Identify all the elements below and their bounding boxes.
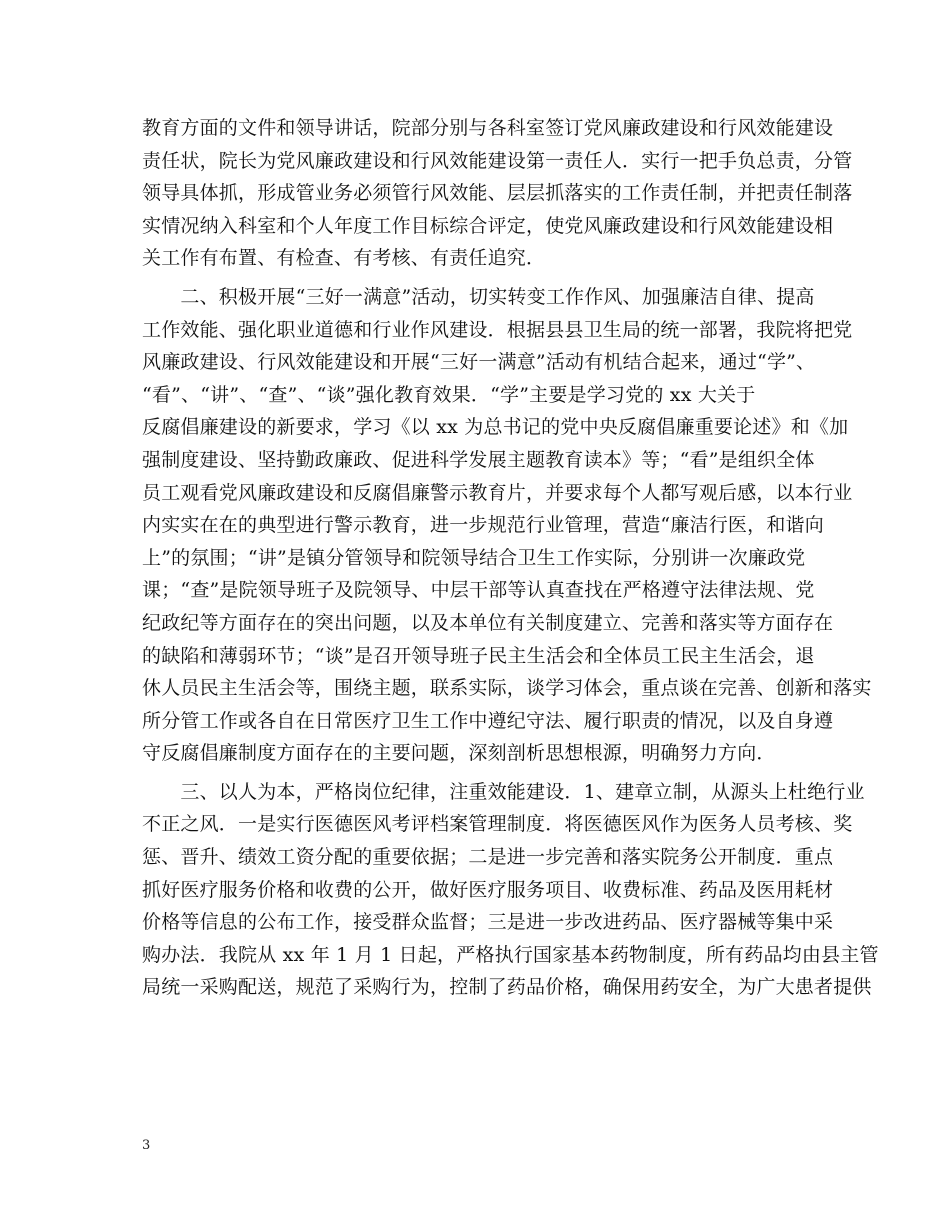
text-line: 价格等信息的公布工作，接受群众监督；三是进一步改进药品、医疗器械等集中采 bbox=[142, 911, 834, 934]
paragraph bbox=[142, 112, 853, 275]
text-line: 抓好医疗服务价格和收费的公开，做好医疗服务项目、收费标准、药品及医用耗材 bbox=[142, 878, 834, 901]
text-line: 员工观看党风廉政建设和反腐倡廉警示教育片，并要求每个人都写观后感，以本行业 bbox=[142, 481, 853, 504]
text-line: 风廉政建设、行风效能建设和开展“三好一满意”活动有机结合起来，通过“学”、 bbox=[142, 351, 816, 374]
text-line: 责任状，院长为党风廉政建设和行风效能建设第一责任人．实行一把手负总责，分管 bbox=[142, 149, 853, 172]
text-line: 局统一采购配送，规范了采购行为，控制了药品价格，确保用药安全，为广大患者提供 bbox=[142, 976, 872, 999]
text-line: 三、以人为本，严格岗位纪律，注重效能建设．1、建章立制，从源头上杜绝行业 bbox=[142, 780, 865, 803]
text-line: 购办法．我院从 xx 年 1 月 1 日起，严格执行国家基本药物制度，所有药品均由县主管 bbox=[142, 943, 879, 966]
text-line: 所分管工作或各自在日常医疗卫生工作中遵纪守法、履行职责的情况，以及自身遵 bbox=[142, 709, 834, 732]
text-line: 反腐倡廉建设的新要求，学习《以 xx 为总书记的党中央反腐倡廉重要论述》和《加 bbox=[142, 416, 849, 439]
text-line: 工作效能、强化职业道德和行业作风建设．根据县县卫生局的统一部署，我院将把党 bbox=[142, 318, 853, 341]
text-line: 上”的氛围；“讲”是镇分管领导和院领导结合卫生工作实际，分别讲一次廉政党 bbox=[142, 546, 806, 569]
paragraph bbox=[142, 281, 872, 770]
text-line: 的缺陷和薄弱环节；“谈”是召开领导班子民主生活会和全体员工民主生活会，退 bbox=[142, 644, 815, 667]
text-line: 内实实在在的典型进行警示教育，进一步规范行业管理，营造“廉洁行医，和谐向 bbox=[142, 514, 824, 537]
text-line: 实情况纳入科室和个人年度工作目标综合评定，使党风廉政建设和行风效能建设相 bbox=[142, 214, 834, 237]
text-line: 教育方面的文件和领导讲话，院部分别与各科室签订党风廉政建设和行风效能建设 bbox=[142, 117, 834, 139]
text-line: 关工作有布置、有检查、有考核、有责任追究． bbox=[142, 247, 546, 270]
text-line: 纪政纪等方面存在的突出问题，以及本单位有关制度建立、完善和落实等方面存在 bbox=[142, 611, 834, 634]
paragraph bbox=[142, 776, 879, 1004]
text-line: 惩、晋升、绩效工资分配的重要依据；二是进一步完善和落实院务公开制度．重点 bbox=[142, 846, 834, 869]
text-line: 守反腐倡廉制度方面存在的主要问题，深刻剖析思想根源，明确努力方向． bbox=[142, 742, 776, 765]
text-line: 休人员民主生活会等，围绕主题，联系实际，谈学习体会，重点谈在完善、创新和落实 bbox=[142, 677, 872, 700]
text-line: 课；“查”是院领导班子及院领导、中层干部等认真查找在严格遵守法律法规、党 bbox=[142, 579, 815, 602]
text-line: 强制度建设、坚持勤政廉政、促进科学发展主题教育读本》等；“看”是组织全体 bbox=[142, 448, 815, 471]
text-line: 不正之风．一是实行医德医风考评档案管理制度．将医德医风作为医务人员考核、奖 bbox=[142, 813, 853, 836]
text-line: “看”、“讲”、“查”、“谈”强化教育效果．“学”主要是学习党的 xx 大关于 bbox=[142, 383, 756, 406]
page-number: 3 bbox=[142, 1138, 151, 1153]
document-body bbox=[142, 112, 879, 1004]
text-line: 领导具体抓，形成管业务必须管行风效能、层层抓落实的工作责任制，并把责任制落 bbox=[142, 182, 853, 205]
text-line: 二、积极开展“三好一满意”活动，切实转变工作作风、加强廉洁自律、提高 bbox=[142, 285, 815, 308]
